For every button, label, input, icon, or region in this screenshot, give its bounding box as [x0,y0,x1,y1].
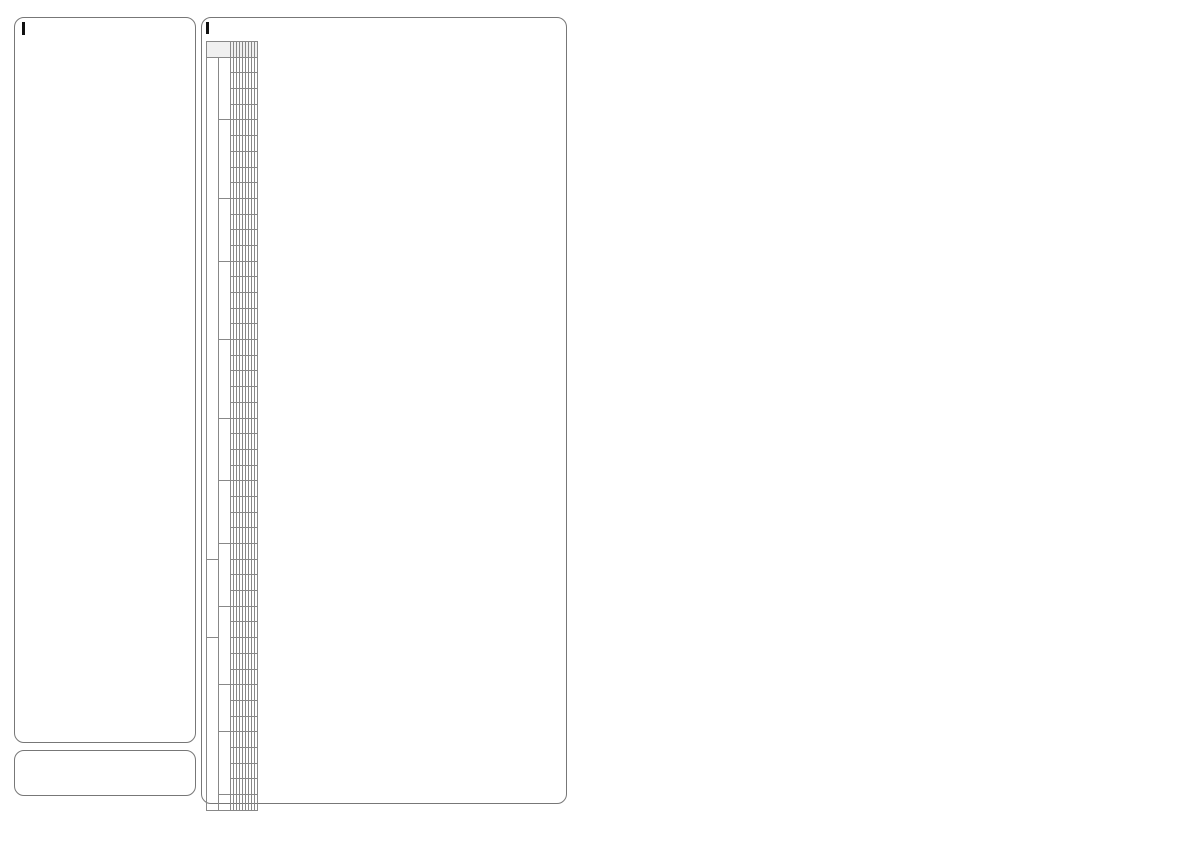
report-cell [255,387,258,403]
report-cell [255,779,258,795]
report-cell [255,151,258,167]
report-cell [255,669,258,685]
report-cell [255,324,258,340]
report-cell [255,136,258,152]
report-row [207,559,258,575]
report-cell [255,293,258,309]
report-panel [201,17,567,804]
report-cell [255,198,258,214]
report-cell [255,685,258,701]
report-row [207,638,258,654]
report-cell [255,104,258,120]
sponsor-box [14,750,196,796]
meeting-order-panel [14,17,196,743]
report-chowon-cell [219,481,231,544]
report-table [206,41,258,811]
report-cell [255,57,258,73]
report-table-header [207,42,258,58]
report-chowon-cell [219,606,231,684]
report-col-header [255,42,258,58]
report-cell [255,245,258,261]
report-cell [255,732,258,748]
report-chowon-cell [219,795,231,811]
report-cell [255,167,258,183]
report-cell [255,496,258,512]
report-chowon-cell [219,732,231,795]
report-cell [255,544,258,560]
report-cell [255,700,258,716]
report-cell [255,747,258,763]
report-chowon-cell [219,198,231,261]
report-chowon-cell [219,685,231,732]
report-cell [255,214,258,230]
report-group-cell [207,57,219,559]
report-row [207,57,258,73]
report-cell [255,418,258,434]
report-group-cell [207,559,219,637]
report-cell [255,73,258,89]
report-cell [255,528,258,544]
report-chowon-cell [219,544,231,607]
report-cell [255,591,258,607]
report-group-cell [207,638,219,811]
report-cell [255,716,258,732]
report-chowon-cell [219,418,231,481]
report-cell [255,371,258,387]
report-cell [255,622,258,638]
report-cell [255,277,258,293]
report-cell [255,763,258,779]
meeting-order-title [22,22,188,37]
report-cell [255,512,258,528]
report-cell [255,575,258,591]
report-cell [255,653,258,669]
report-cell [255,230,258,246]
report-cell [255,183,258,199]
report-cell [255,606,258,622]
report-cell [255,340,258,356]
report-chowon-cell [219,57,231,120]
report-chowon-cell [219,340,231,418]
report-cell [255,120,258,136]
report-cell [255,481,258,497]
report-col-header [207,42,231,58]
report-cell [255,402,258,418]
report-cell [255,559,258,575]
report-chowon-cell [219,120,231,198]
report-cell [255,261,258,277]
report-cell [255,308,258,324]
report-cell [255,434,258,450]
report-cell [255,795,258,811]
report-header [206,21,562,41]
report-cell [255,89,258,105]
report-cell [255,638,258,654]
report-cell [255,355,258,371]
report-chowon-cell [219,261,231,339]
report-cell [255,449,258,465]
report-cell [255,465,258,481]
